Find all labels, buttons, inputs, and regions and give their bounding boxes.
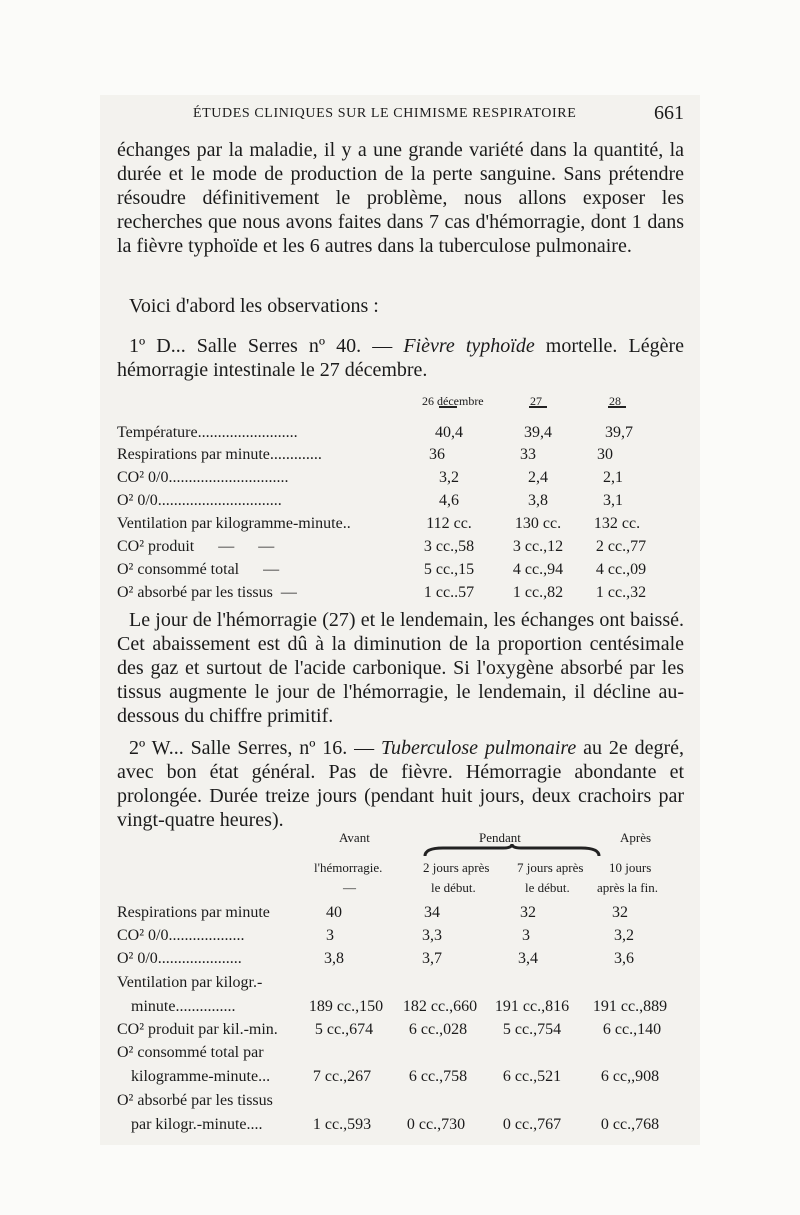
table2-sub-apres-2: après la fin. xyxy=(597,880,659,895)
paragraph-case-1 xyxy=(117,334,684,382)
case-1-detail: mortelle. Légère hémorragie intestinale le 27 décembre. xyxy=(117,335,684,381)
row-label: O² absorbé par les tissus — xyxy=(117,584,297,601)
cell-value: 3,8 xyxy=(528,492,548,509)
cell-value: 0 cc.,768 xyxy=(600,1116,660,1133)
table2-sub-pendant2-2: le début. xyxy=(525,880,570,895)
cell-value: 36 xyxy=(429,446,445,463)
table2-header-apres: Après xyxy=(620,830,652,845)
row-label: O² 0/0............................... xyxy=(117,492,282,509)
cell-value: 189 cc.,150 xyxy=(308,998,384,1015)
cell-value: 34 xyxy=(424,904,440,921)
row-label: CO² 0/0................... xyxy=(117,927,245,944)
row-label-continued: par kilogr.-minute.... xyxy=(131,1116,263,1133)
cell-value: 3 xyxy=(522,927,530,944)
cell-value: 32 xyxy=(520,904,536,921)
table-row xyxy=(117,515,684,537)
cell-value: 32 xyxy=(612,904,628,921)
row-label: Température......................... xyxy=(117,424,298,441)
table1-dash-1 xyxy=(439,406,457,408)
cell-value: 6 cc.,140 xyxy=(602,1021,662,1038)
paragraph-case-2 xyxy=(117,736,684,832)
table-row xyxy=(117,492,684,514)
case-2-detail: au 2e degré, avec bon état général. Pas de fièvre. Hémorragie abondante et prolongée. Durée treize jours (pendant huit jours, deux crachoirs par vingt-quatre heures). xyxy=(117,737,685,831)
row-label: Respirations par minute............. xyxy=(117,446,322,463)
row-label: CO² produit par kil.-min. xyxy=(117,1021,278,1038)
row-label: CO² 0/0.............................. xyxy=(117,469,289,486)
cell-value: 3 cc.,58 xyxy=(423,538,475,555)
cell-value: 4,6 xyxy=(439,492,459,509)
cell-value: 112 cc. xyxy=(426,515,472,532)
table1-col-2: 27 xyxy=(530,394,542,408)
table1-dash-2 xyxy=(529,406,547,408)
cell-value: 40 xyxy=(326,904,342,921)
row-label: CO² produit — — xyxy=(117,538,275,555)
cell-value: 0 cc.,767 xyxy=(502,1116,562,1133)
paragraph-observations-intro: Voici d'abord les observations : xyxy=(129,295,379,317)
row-label: O² consommé total par xyxy=(117,1044,264,1061)
brace-icon xyxy=(423,844,601,858)
table-row xyxy=(117,561,684,583)
table2-sub-pendant2-1: 7 jours après xyxy=(517,860,584,875)
cell-value: 5 cc.,674 xyxy=(314,1021,374,1038)
case-2-diagnosis: Tuberculose pulmonaire xyxy=(380,737,577,759)
table-row xyxy=(117,584,684,606)
cell-value: 4 cc.,94 xyxy=(512,561,564,578)
paragraph-case-1-discussion: Le jour de l'hémorragie (27) et le lendemain, les échanges ont baissé. Cet abaissement est dû à la diminution de la proportion centésimale des gaz et surtout de l'acide carbonique. Si l'oxygène absorbé par les tissus augmente le jour de l'hémorragie, le lendemain, il décline au-dessous du chiffre primitif. xyxy=(117,609,684,727)
cell-value: 191 cc.,816 xyxy=(494,998,570,1015)
cell-value: 2 cc.,77 xyxy=(595,538,647,555)
row-label: Respirations par minute xyxy=(117,904,270,921)
table2-sub-pendant1-2: le début. xyxy=(431,880,476,895)
cell-value: 191 cc.,889 xyxy=(592,998,668,1015)
cell-value: 3,2 xyxy=(614,927,634,944)
table2-sub-apres-1: 10 jours xyxy=(609,860,652,875)
cell-value: 4 cc.,09 xyxy=(595,561,647,578)
table2-header-avant: Avant xyxy=(339,830,370,845)
case-2-intro: 2º W... Salle Serres, nº 16. — xyxy=(129,737,381,759)
cell-value: 1 cc.,82 xyxy=(512,584,564,601)
cell-value: 6 cc.,758 xyxy=(408,1068,468,1085)
cell-value: 40,4 xyxy=(435,424,463,441)
case-1-diagnosis: Fièvre typhoïde xyxy=(403,335,535,357)
case-1-intro: 1º D... Salle Serres nº 40. — xyxy=(129,335,404,357)
cell-value: 6 cc.,521 xyxy=(502,1068,562,1085)
page-header xyxy=(117,104,684,130)
cell-value: 3 xyxy=(326,927,334,944)
cell-value: 30 xyxy=(597,446,613,463)
row-label-continued: kilogramme-minute... xyxy=(131,1068,271,1085)
cell-value: 3,4 xyxy=(518,950,538,967)
table2-sub-pendant1-1: 2 jours après xyxy=(423,860,490,875)
row-label-continued: minute............... xyxy=(131,998,236,1015)
cell-value: 132 cc. xyxy=(593,515,641,532)
cell-value: 3,2 xyxy=(439,469,459,486)
table-row xyxy=(117,538,684,560)
cell-value: 1 cc.,32 xyxy=(595,584,647,601)
table-row xyxy=(117,469,684,491)
cell-value: 2,4 xyxy=(528,469,548,486)
cell-value: 3,7 xyxy=(422,950,442,967)
table2-header-pendant: Pendant xyxy=(479,830,521,845)
paragraph-intro: échanges par la maladie, il y a une grande variété dans la quantité, la durée et le mode de production de la perte sanguine. Sans prétendre résoudre définitivement le problème, nous allons exposer les recherches que nous avons faites dans 7 cas d'hémorragie, dont 1 dans la fièvre typhoïde et les 6 autres dans la tuberculose pulmonaire. xyxy=(117,139,684,257)
cell-value: 39,4 xyxy=(524,424,552,441)
cell-value: 2,1 xyxy=(603,469,623,486)
row-label: O² consommé total — xyxy=(117,561,280,578)
cell-value: 3,8 xyxy=(324,950,344,967)
cell-value: 182 cc.,660 xyxy=(402,998,478,1015)
table1-col-3: 28 xyxy=(609,394,621,408)
table-row xyxy=(117,446,684,468)
cell-value: 3,1 xyxy=(603,492,623,509)
cell-value: 6 cc.,028 xyxy=(408,1021,468,1038)
row-label: O² 0/0..................... xyxy=(117,950,242,967)
table1-dash-3 xyxy=(608,406,626,408)
table2-sub-avant-1: l'hémorragie. xyxy=(314,860,383,875)
row-label: Ventilation par kilogr.- xyxy=(117,974,263,991)
row-label: O² absorbé par les tissus xyxy=(117,1092,273,1109)
cell-value: 0 cc.,730 xyxy=(406,1116,466,1133)
running-title: ÉTUDES CLINIQUES SUR LE CHIMISME RESPIRATOIRE xyxy=(193,106,577,121)
table1-col-1: 26 décembre xyxy=(422,394,484,408)
cell-value: 5 cc.,754 xyxy=(502,1021,562,1038)
cell-value: 1 cc.,593 xyxy=(312,1116,372,1133)
cell-value: 5 cc.,15 xyxy=(423,561,475,578)
cell-value: 39,7 xyxy=(605,424,633,441)
table-row xyxy=(117,424,684,446)
cell-value: 3,3 xyxy=(422,927,442,944)
cell-value: 3 cc.,12 xyxy=(512,538,564,555)
cell-value: 33 xyxy=(520,446,536,463)
page-number: 661 xyxy=(654,102,684,124)
cell-value: 1 cc..57 xyxy=(423,584,475,601)
cell-value: 3,6 xyxy=(614,950,634,967)
cell-value: 7 cc.,267 xyxy=(312,1068,372,1085)
row-label: Ventilation par kilogramme-minute.. xyxy=(117,515,351,532)
table2-sub-avant-2: — xyxy=(343,880,356,895)
cell-value: 130 cc. xyxy=(514,515,562,532)
cell-value: 6 cc,,908 xyxy=(600,1068,660,1085)
